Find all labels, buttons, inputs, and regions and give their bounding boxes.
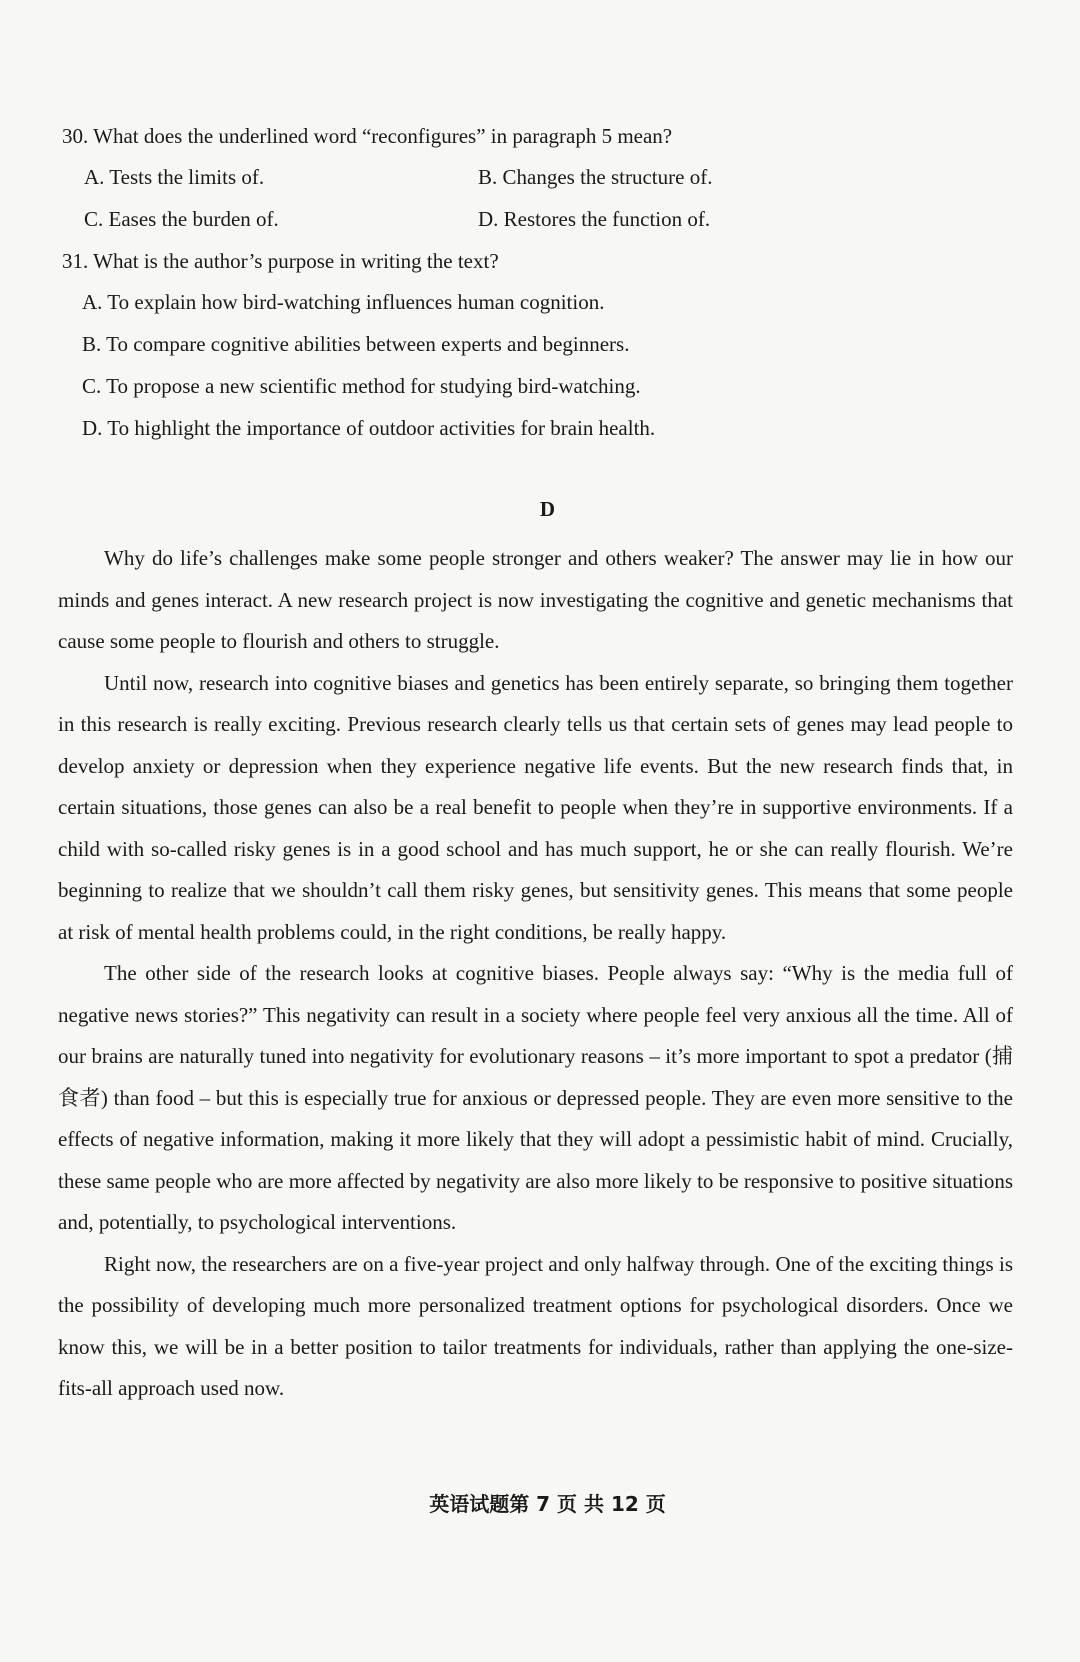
reading-passage [58,538,1013,1410]
question-30-option-c[interactable]: C. Eases the burden of. [84,207,279,231]
question-31-stem [62,247,499,275]
section-title: D [539,497,556,521]
question-30-option-a[interactable]: A. Tests the limits of. [84,165,265,189]
passage-paragraph-3: The other side of the research looks at cognitive biases. People always say: “Why is the media full of negative news stories?” This negativity can result in a society where people feel very anxious all the time. All of our brains are naturally tuned into negativity for evolutionary reasons – it’s more important to spot a predator (捕食者) than food – but this is especially true for anxious or depressed people. They are even more sensitive to the effects of negative information, making it more likely that they will adopt a pessimistic habit of mind. Crucially, these same people who are more affected by negativity are also more likely to be responsive to positive situations and, potentially, to psychological interventions. [58,961,1013,1234]
question-31-option-d[interactable]: D. To highlight the importance of outdoor activities for brain health. [82,416,656,440]
question-31-option-c[interactable]: C. To propose a new scientific method for studying bird-watching. [82,374,641,398]
question-30-option-d[interactable]: D. Restores the function of. [478,207,711,231]
question-30-stem [62,122,672,150]
passage-paragraph-1: Why do life’s challenges make some people stronger and others weaker? The answer may lie in how our minds and genes interact. A new research project is now investigating the cognitive and genetic mechanisms that cause some people to flourish and others to struggle. [58,546,1013,653]
question-30-option-b[interactable]: B. Changes the structure of. [478,165,713,189]
question-31-number: 31. [62,249,89,273]
question-31-option-a[interactable]: A. To explain how bird-watching influences human cognition. [82,290,605,314]
passage-paragraph-4: Right now, the researchers are on a five-year project and only halfway through. One of the exciting things is the possibility of developing much more personalized treatment options for psychological disorders. Once we know this, we will be in a better position to tailor treatments for individuals, rather than applying the one-size-fits-all approach used now. [58,1251,1013,1400]
passage-paragraph-2: Until now, research into cognitive biases and genetics has been entirely separate, so bringing them together in this research is really exciting. Previous research clearly tells us that certain sets of genes may lead people to develop anxiety or depression when they experience negative life events. But the new research finds that, in certain situations, those genes can also be a real benefit to people when they’re in supportive environments. If a child with so-called risky genes is in a good school and has much support, he or she can really flourish. We’re beginning to realize that we shouldn’t call them risky genes, but sensitivity genes. This means that some people at risk of mental health problems could, in the right conditions, be really happy. [58,670,1013,944]
question-31-text: What is the author’s purpose in writing the text? [93,249,499,273]
question-31-option-b[interactable]: B. To compare cognitive abilities between experts and beginners. [82,332,630,356]
page-footer: 英语试题第 7 页 共 12 页 [429,1492,666,1516]
question-30-text: What does the underlined word “reconfigures” in paragraph 5 mean? [93,124,673,148]
question-30-number: 30. [62,124,89,148]
